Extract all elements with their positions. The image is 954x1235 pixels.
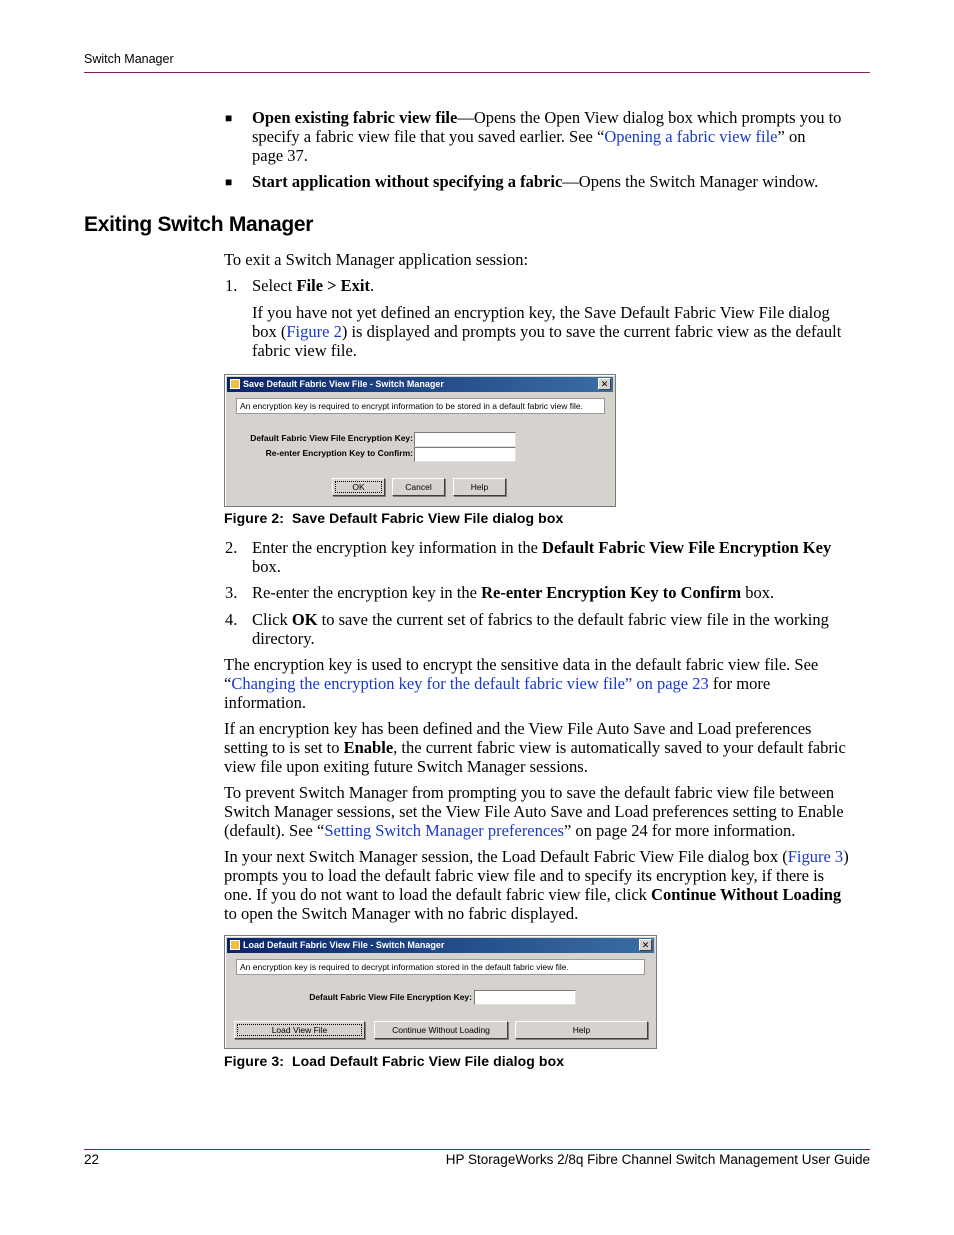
field-name: Default Fabric View File Encryption Key — [542, 538, 832, 557]
bullet-marker: ■ — [225, 111, 233, 125]
book-title: HP StorageWorks 2/8q Fibre Channel Switch Management User Guide — [445, 1152, 870, 1167]
menu-path: File > Exit — [296, 276, 371, 295]
step-text: Enter the encryption key information in the — [252, 538, 543, 557]
paragraph-encryption-key — [224, 655, 874, 712]
encryption-key-input[interactable] — [474, 990, 576, 1005]
link-figure-3[interactable]: Figure 3 — [787, 847, 844, 866]
button-name: OK — [291, 610, 318, 629]
figure-3-caption: Figure 3: Load Default Fabric View File dialog box — [224, 1053, 565, 1069]
paragraph-line: view file upon exiting future Switch Manager sessions. — [224, 757, 588, 776]
paragraph-line: Switch Manager sessions, set the View File Auto Save and Load preferences setting to Enable — [224, 802, 844, 821]
bullet-text: page 37. — [252, 146, 308, 165]
step-text: to save the current set of fabrics to the default fabric view file in the working — [317, 610, 829, 629]
bullet-text: —Opens the Open View dialog box which prompts you to — [457, 108, 842, 127]
app-icon — [230, 379, 240, 389]
step-text: directory. — [252, 629, 315, 648]
bullet-text: —Opens the Switch Manager window. — [562, 172, 819, 191]
note-line: fabric view file. — [252, 341, 357, 360]
bullet-text: ” on — [777, 127, 806, 146]
paragraph-line: The encryption key is used to encrypt the sensitive data in the default fabric view file. See — [224, 655, 819, 674]
button-name: Continue Without Loading — [651, 885, 842, 904]
link-changing-encryption-key[interactable]: Changing the encryption key for the default fabric view file” on page 23 — [231, 674, 709, 693]
paragraph-text: , the current fabric view is automatically saved to your default fabric — [393, 738, 846, 757]
dialog-title: Load Default Fabric View File - Switch Manager — [243, 940, 445, 950]
page-number: 22 — [84, 1152, 100, 1167]
step-text: Click — [252, 610, 292, 629]
encryption-key-label: Default Fabric View File Encryption Key: — [309, 992, 472, 1002]
continue-without-loading-button[interactable]: Continue Without Loading — [374, 1021, 508, 1039]
link-opening-fabric-view-file[interactable]: Opening a fabric view file — [604, 127, 778, 146]
encryption-key-input[interactable] — [414, 432, 516, 447]
intro-text: To exit a Switch Manager application session: — [224, 250, 529, 269]
bullet-marker: ■ — [225, 175, 233, 189]
running-header: Switch Manager — [84, 52, 174, 66]
paragraph-text: ) — [843, 847, 849, 866]
app-icon — [230, 940, 240, 950]
save-default-fabric-view-dialog — [224, 374, 616, 507]
step-text: box. — [252, 557, 281, 576]
bullet-start-without-fabric — [252, 172, 818, 191]
dialog-title: Save Default Fabric View File - Switch Manager — [243, 379, 444, 389]
step-number: 2. — [225, 538, 238, 557]
paragraph-line: If an encryption key has been defined and the View File Auto Save and Load preferences — [224, 719, 812, 738]
link-figure-2[interactable]: Figure 2 — [286, 322, 342, 341]
confirm-key-label: Re-enter Encryption Key to Confirm: — [265, 448, 413, 458]
close-icon[interactable]: ✕ — [598, 378, 611, 390]
paragraph-line: To prevent Switch Manager from prompting you to save the default fabric view file between — [224, 783, 835, 802]
figure-2-caption: Figure 2: Save Default Fabric View File dialog box — [224, 510, 564, 526]
confirm-key-input[interactable] — [414, 447, 516, 462]
help-button[interactable]: Help — [515, 1021, 648, 1039]
step-1 — [252, 276, 374, 295]
message-field: An encryption key is required to decrypt information stored in the default fabric view file. — [236, 959, 645, 975]
section-heading: Exiting Switch Manager — [84, 213, 314, 236]
paragraph-line: to open the Switch Manager with no fabric displayed. — [224, 904, 579, 923]
step-text: box. — [741, 583, 775, 602]
step-text: . — [370, 276, 375, 295]
step-number: 4. — [225, 610, 238, 629]
field-name: Re-enter Encryption Key to Confirm — [481, 583, 742, 602]
close-icon[interactable]: ✕ — [639, 939, 652, 951]
paragraph-auto-save — [224, 719, 874, 776]
load-default-fabric-view-dialog — [224, 935, 657, 1049]
step-number: 1. — [225, 276, 238, 295]
dialog-titlebar[interactable] — [227, 938, 654, 953]
footer-rule — [84, 1149, 870, 1150]
note-text: ) is displayed and prompts you to save the current fabric view as the default — [341, 322, 842, 341]
note-text: box ( — [252, 322, 287, 341]
step-3 — [252, 583, 774, 602]
help-button[interactable]: Help — [453, 478, 506, 496]
load-view-file-button[interactable]: Load View File — [234, 1021, 365, 1039]
paragraph-line: prompts you to load the default fabric view file and to specify its encryption key, if there is — [224, 866, 825, 885]
paragraph-prevent-prompt — [224, 783, 874, 840]
step-number: 3. — [225, 583, 238, 602]
bullet-open-fabric-view — [252, 108, 872, 165]
bullet-text: specify a fabric view file that you saved earlier. See “ — [252, 127, 605, 146]
step-text: Select — [252, 276, 297, 295]
paragraph-line: information. — [224, 693, 307, 712]
encryption-key-label: Default Fabric View File Encryption Key: — [250, 433, 413, 443]
link-setting-preferences[interactable]: Setting Switch Manager preferences — [324, 821, 564, 840]
step-4 — [252, 610, 872, 648]
message-field: An encryption key is required to encrypt information to be stored in a default fabric view file. — [236, 398, 605, 414]
paragraph-text: (default). See “ — [224, 821, 325, 840]
setting-value: Enable — [343, 738, 394, 757]
step-2 — [252, 538, 872, 576]
paragraph-text: “ — [224, 674, 232, 693]
paragraph-text: ” on page 24 for more information. — [563, 821, 796, 840]
paragraph-text: one. If you do not want to load the default fabric view file, click — [224, 885, 652, 904]
header-rule — [84, 72, 870, 73]
ok-button[interactable]: OK — [332, 478, 385, 496]
cancel-button[interactable]: Cancel — [392, 478, 445, 496]
paragraph-text: for more — [708, 674, 771, 693]
dialog-titlebar[interactable] — [227, 377, 613, 392]
step-1-note — [252, 303, 872, 360]
bullet-term: Start application without specifying a fabric — [252, 172, 563, 191]
paragraph-text: In your next Switch Manager session, the Load Default Fabric View File dialog box ( — [224, 847, 788, 866]
note-line: If you have not yet defined an encryption key, the Save Default Fabric View File dialog — [252, 303, 830, 322]
step-text: Re-enter the encryption key in the — [252, 583, 482, 602]
paragraph-text: setting to is set to — [224, 738, 344, 757]
bullet-term: Open existing fabric view file — [252, 108, 458, 127]
paragraph-next-session — [224, 847, 874, 923]
